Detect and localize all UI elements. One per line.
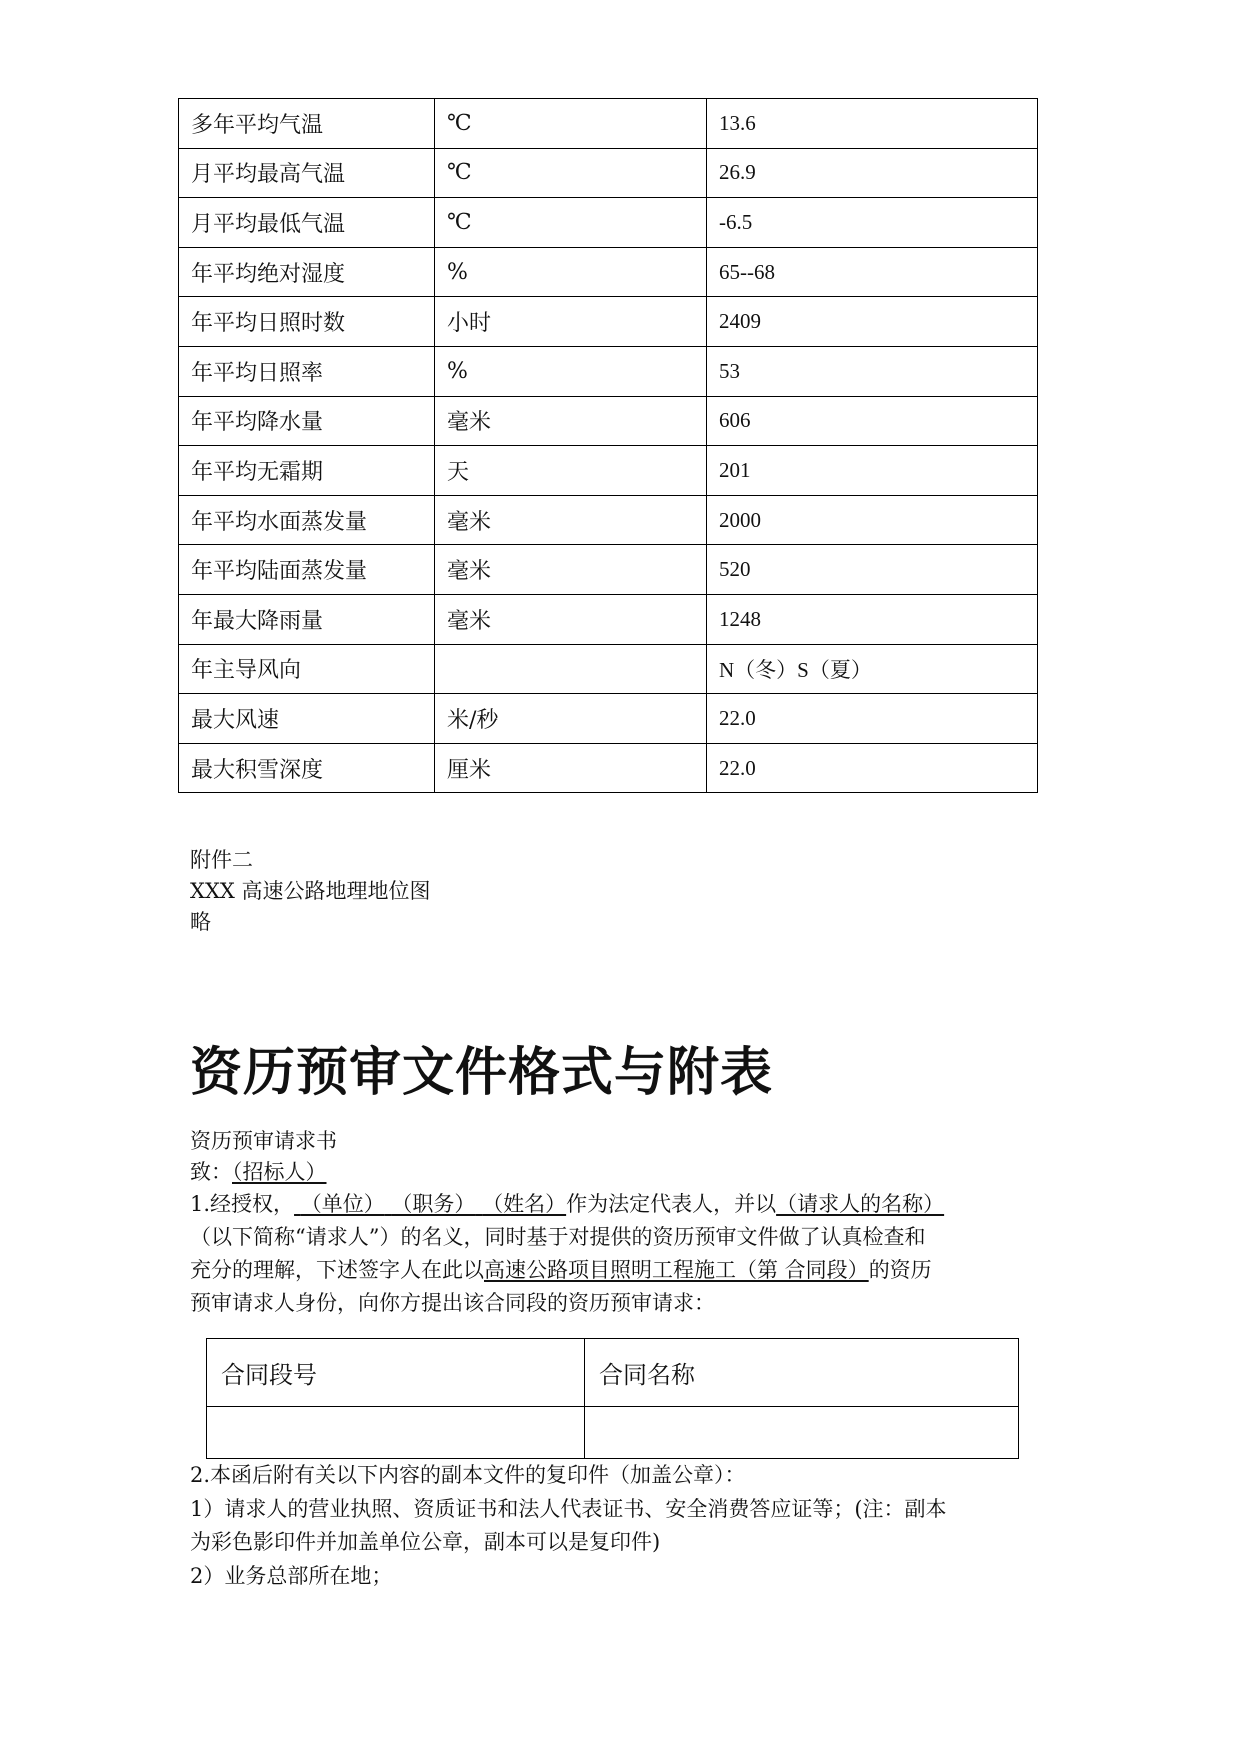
p1-prefix: 1.经授权， [190,1192,295,1216]
climate-unit-cell: % [435,346,707,396]
contract-table-row [207,1407,1019,1459]
contract-number-cell [207,1407,585,1459]
unit-placeholder [294,1192,566,1216]
p1-mid: 作为法定代表人，并以 [566,1192,777,1216]
climate-value-cell: -6.5 [707,198,1038,248]
climate-unit-cell: 厘米 [435,743,707,793]
climate-item-cell: 年平均陆面蒸发量 [179,545,435,595]
climate-value-cell: 1248 [707,594,1038,644]
climate-item-cell: 年平均绝对湿度 [179,247,435,297]
climate-row [179,148,1038,198]
climate-item-cell: 月平均最高气温 [179,148,435,198]
climate-row [179,694,1038,744]
climate-item-cell: 年最大降雨量 [179,594,435,644]
climate-value-cell: 2000 [707,495,1038,545]
name-text: （姓名） [482,1192,567,1216]
item-1-line-1: 1）请求人的营业执照、资质证书和法人代表证书、安全消费答应证等；(注：副本 [190,1497,947,1521]
climate-table-body [179,99,1038,793]
p1-line-1 [190,1188,1060,1221]
contract-table-header [207,1339,1019,1407]
climate-row [179,545,1038,595]
climate-value-cell: 201 [707,446,1038,496]
position-text: （职务） [391,1192,476,1216]
letter-recipient-line [190,1157,327,1187]
climate-row [179,396,1038,446]
climate-unit-cell: % [435,247,707,297]
contract-table [206,1338,1019,1459]
climate-unit-cell: 天 [435,446,707,496]
item-1-line-2: 为彩色影印件并加盖单位公章，副本可以是复印件) [190,1530,661,1554]
climate-value-cell: N（冬）S（夏） [707,644,1038,694]
climate-value-cell: 65--68 [707,247,1038,297]
climate-unit-cell: 毫米 [435,594,707,644]
climate-row [179,495,1038,545]
climate-row [179,446,1038,496]
section-title: 资历预审文件格式与附表 [190,1043,774,1103]
climate-value-cell: 13.6 [707,99,1038,149]
climate-value-cell: 2409 [707,297,1038,347]
contract-name-cell [585,1407,1019,1459]
p1-line3-suffix: 的资历 [868,1258,932,1282]
item-2: 2）业务总部所在地； [190,1564,393,1588]
climate-value-cell: 520 [707,545,1038,595]
project-placeholder: 高速公路项目照明工程施工（第 合同段） [484,1258,869,1282]
recipient-placeholder: （招标人） [232,1160,327,1184]
unit-text: （单位） [300,1192,385,1216]
applicant-placeholder: （请求人的名称） [776,1192,945,1216]
climate-item-cell: 年平均降水量 [179,396,435,446]
letter-heading: 资历预审请求书 [190,1129,337,1153]
contract-number-header: 合同段号 [207,1339,585,1407]
climate-row [179,198,1038,248]
climate-unit-cell: ℃ [435,148,707,198]
climate-value-cell: 22.0 [707,743,1038,793]
climate-item-cell: 年平均无霜期 [179,446,435,496]
climate-row [179,99,1038,149]
contract-name-header: 合同名称 [585,1339,1019,1407]
attachment-label: 附件二 [190,848,253,872]
climate-row [179,743,1038,793]
climate-unit-cell: 米/秒 [435,694,707,744]
climate-item-cell: 多年平均气温 [179,99,435,149]
climate-row [179,346,1038,396]
climate-item-cell: 最大风速 [179,694,435,744]
climate-row [179,644,1038,694]
p1-line3-prefix: 充分的理解，下述签字人在此以 [190,1258,484,1282]
climate-item-cell: 年平均日照时数 [179,297,435,347]
climate-row [179,297,1038,347]
p1-line-3 [190,1254,1060,1287]
climate-value-cell: 22.0 [707,694,1038,744]
climate-value-cell: 26.9 [707,148,1038,198]
climate-item-cell: 最大积雪深度 [179,743,435,793]
climate-item-cell: 年平均水面蒸发量 [179,495,435,545]
climate-value-cell: 53 [707,346,1038,396]
climate-item-cell: 月平均最低气温 [179,198,435,248]
p1-line-2: （以下简称“请求人”）的名义，同时基于对提供的资历预审文件做了认真检查和 [190,1225,926,1249]
climate-unit-cell: 小时 [435,297,707,347]
paragraph-2: 2.本函后附有关以下内容的副本文件的复印件（加盖公章）： [190,1463,746,1487]
paragraph-1 [190,1188,1060,1320]
climate-row [179,594,1038,644]
climate-unit-cell: 毫米 [435,495,707,545]
climate-unit-cell: 毫米 [435,396,707,446]
climate-item-cell: 年主导风向 [179,644,435,694]
to-prefix: 致： [190,1160,232,1184]
climate-unit-cell [435,644,707,694]
climate-unit-cell: ℃ [435,99,707,149]
climate-row [179,247,1038,297]
climate-value-cell: 606 [707,396,1038,446]
climate-table [178,98,1038,793]
map-title: XXX 高速公路地理地位图 [190,879,431,903]
map-omitted-note: 略 [190,910,211,934]
climate-item-cell: 年平均日照率 [179,346,435,396]
climate-unit-cell: ℃ [435,198,707,248]
p1-line-4: 预审请求人身份，向你方提出该合同段的资历预审请求： [190,1291,715,1315]
climate-unit-cell: 毫米 [435,545,707,595]
